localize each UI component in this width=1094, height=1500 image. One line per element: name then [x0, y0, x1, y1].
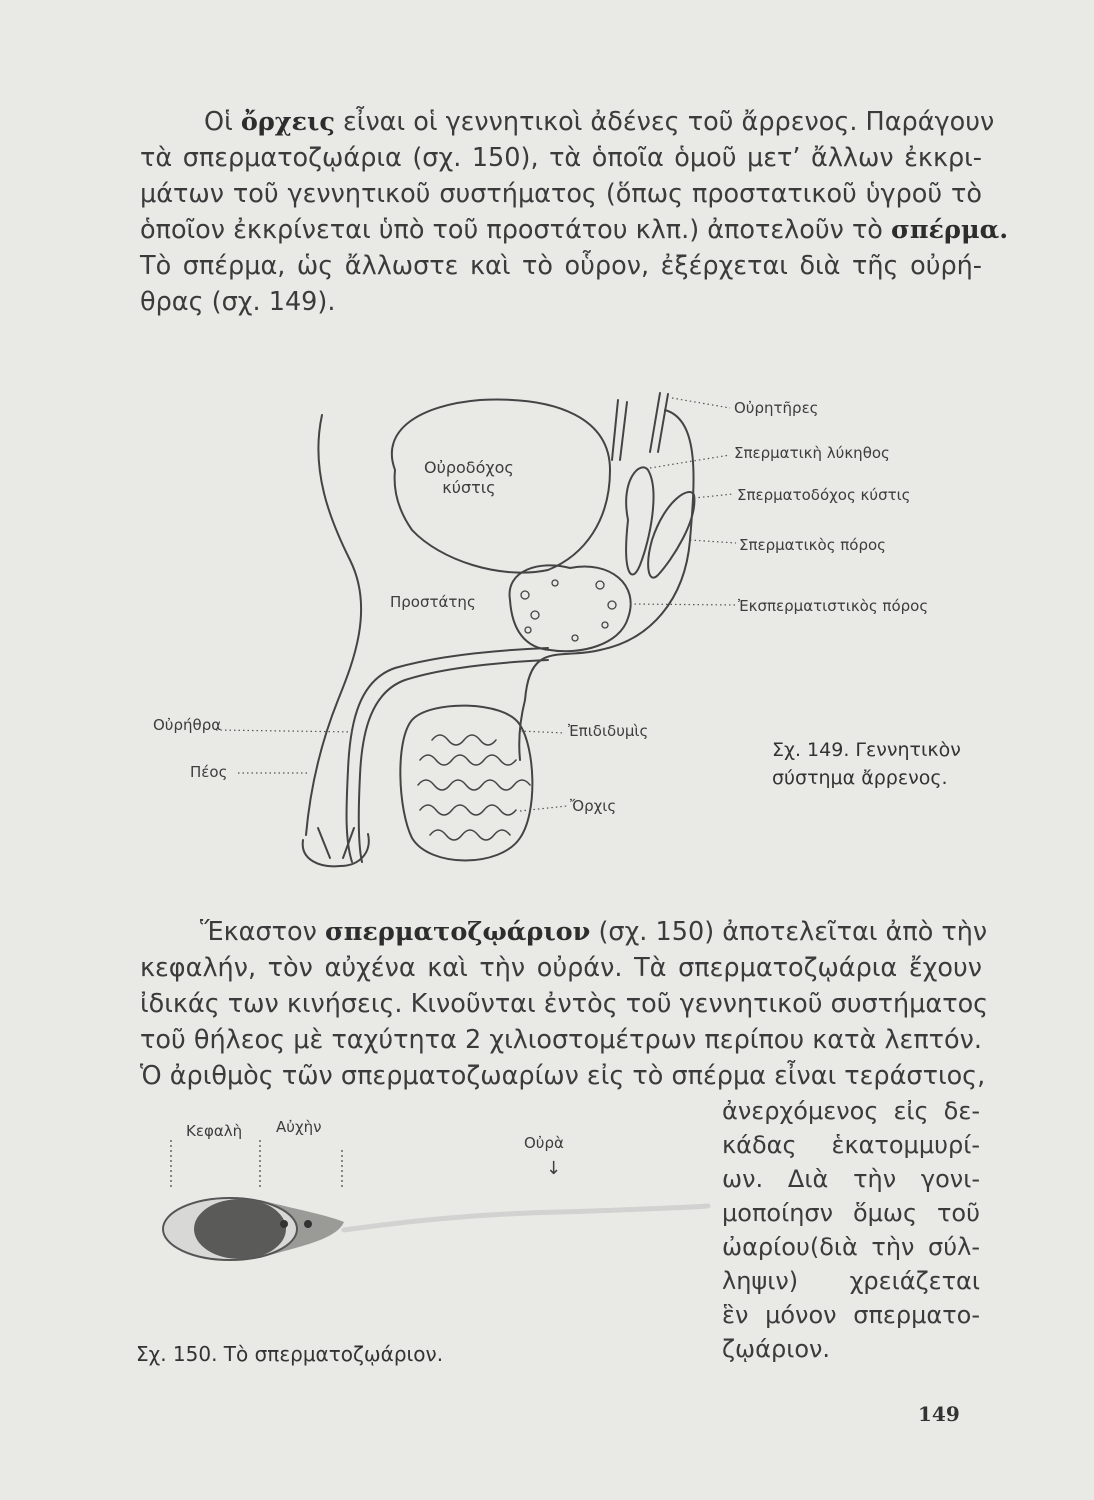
paragraph-2-cont-line-7: ἓν μόνον σπερματο- [722, 1301, 980, 1329]
paragraph-2-line-1: Ἕκαστον σπερματοζῳάριον (σχ. 150) ἀποτελεῖται ἀπὸ τὴν [200, 917, 988, 947]
label-spermatodochos-kystis: Σπερματοδόχος κύστις [737, 486, 911, 504]
label-ekspermatistikos-poros: Ἐκσπερματιστικὸς πόρος [738, 597, 929, 615]
term-spermatozoarion: σπερματοζῳάριον [324, 917, 591, 947]
paragraph-1-line-4: ὁποῖον ἐκκρίνεται ὑπὸ τοῦ προστάτου κλπ.) ἀποτελοῦν τὸ σπέρμα. [140, 215, 1009, 245]
label-peos: Πέος [190, 763, 228, 781]
paragraph-2-cont-line-6: ληψιν) χρειάζεται [722, 1267, 980, 1295]
paragraph-2-cont-line-5: ὠαρίου(διὰ τὴν σύλ- [722, 1233, 980, 1261]
label-oura: Οὐρὰ [524, 1134, 564, 1152]
paragraph-2-line-3: ἰδικάς των κινήσεις. Κινοῦνται ἐντὸς τοῦ γεννητικοῦ συστήματος [140, 989, 989, 1019]
oura-arrow-icon: ↓ [546, 1158, 562, 1179]
figure-149-caption-line-2: σύστημα ἄρρενος. [772, 767, 948, 789]
paragraph-2-line-5: Ὁ ἀριθμὸς τῶν σπερματοζωαρίων εἰς τὸ σπέρμα εἶναι τεράστιος, [140, 1061, 986, 1091]
paragraph-1-line-5: Τὸ σπέρμα, ὡς ἄλλωστε καὶ τὸ οὗρον, ἐξέρχεται διὰ τῆς οὐρή- [140, 251, 982, 281]
page-number: 149 [918, 1402, 960, 1426]
label-kefali: Κεφαλὴ [186, 1122, 243, 1140]
label-epididymis: Ἐπιδιδυμὶς [568, 722, 649, 740]
paragraph-2-cont-line-8: ζῳάριον. [722, 1335, 831, 1363]
label-spermatikos-poros: Σπερματικὸς πόρος [739, 536, 886, 554]
figure-149-caption-line-1: Σχ. 149. Γεννητικὸν [772, 739, 961, 761]
paragraph-2-cont-line-4: μοποίησν ὅμως τοῦ [722, 1199, 980, 1227]
figure-150-caption: Σχ. 150. Τὸ σπερματοζῳάριον. [136, 1342, 444, 1366]
label-ouritires: Οὐρητῆρες [734, 399, 819, 417]
paragraph-1-line-2: τὰ σπερματοζῳάρια (σχ. 150), τὰ ὁποῖα ὁμοῦ μετ’ ἄλλων ἐκκρι- [140, 143, 982, 173]
label-afchin: Αὐχὴν [276, 1118, 322, 1136]
term-orcheis: ὄρχεις [240, 107, 335, 137]
paragraph-2-cont-line-2: κάδας ἑκατομμυρί- [722, 1131, 980, 1159]
label-ourodochos-kystis: Οὐροδόχος κύστις [424, 458, 514, 497]
paragraph-1-line-6-last: θρας (σχ. 149). [140, 287, 336, 317]
paragraph-2-cont-line-1: ἀνερχόμενος εἰς δε- [722, 1097, 980, 1125]
label-prostatis: Προστάτης [390, 593, 476, 611]
term-sperma: σπέρμα. [891, 215, 1009, 245]
paragraph-2-line-4: τοῦ θήλεος μὲ ταχύτητα 2 χιλιοστομέτρων περίπου κατὰ λεπτόν. [140, 1025, 982, 1055]
label-ourithra: Οὐρήθρα [153, 716, 222, 734]
paragraph-1-line-1: Οἱ ὄρχεις εἶναι οἱ γεννητικοὶ ἀδένες τοῦ ἄρρενος. Παράγουν [204, 107, 995, 137]
label-orchis: Ὄρχις [570, 797, 617, 815]
label-spermatiki-lykithos: Σπερματικὴ λύκηθος [734, 444, 890, 462]
paragraph-2-cont-line-3: ων. Διὰ τὴν γονι- [722, 1165, 980, 1193]
paragraph-2-line-2: κεφαλήν, τὸν αὐχένα καὶ τὴν οὐράν. Τὰ σπερματοζῳάρια ἔχουν [140, 953, 982, 983]
paragraph-1-line-3: μάτων τοῦ γεννητικοῦ συστήματος (ὅπως προστατικοῦ ὑγροῦ τὸ [140, 179, 982, 209]
